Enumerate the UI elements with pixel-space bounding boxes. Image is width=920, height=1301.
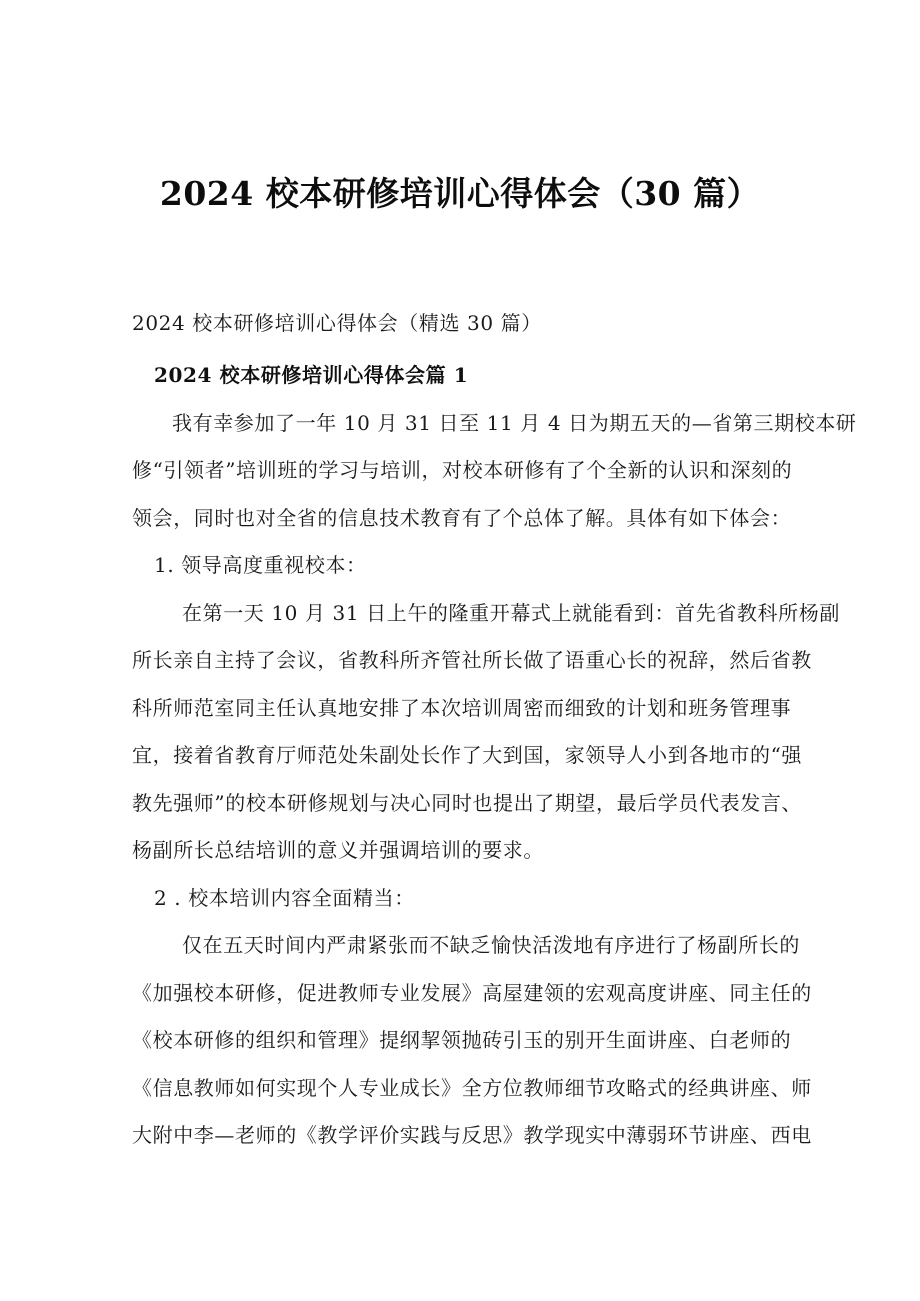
paragraph-intro	[132, 400, 857, 543]
section-heading-part-1: 2024 校本研修培训心得体会篇 1	[154, 362, 469, 387]
list-item-heading: 2 . 校本培训内容全面精当：	[154, 885, 415, 910]
document-subtitle: 2024 校本研修培训心得体会（精选 30 篇）	[132, 311, 542, 335]
paragraph-line: 我有幸参加了一年 10 月 31 日至 11 月 4 日为期五天的—省第三期校本研	[172, 410, 857, 435]
paragraph-line: 大附中李—老师的《教学评价实践与反思》教学现实中薄弱环节讲座、西电	[132, 1123, 812, 1147]
list-item-heading: 1. 领导高度重视校本：	[154, 553, 367, 577]
paragraph-line: 《加强校本研修，促进教师专业发展》高屋建领的宏观高度讲座、同主任的	[132, 980, 812, 1005]
paragraph-line: 所长亲自主持了会议，省教科所齐管社所长做了语重心长的祝辞，然后省教	[132, 648, 812, 672]
paragraph-line: 《信息教师如何实现个人专业成长》全方位教师细节攻略式的经典讲座、师	[132, 1075, 812, 1100]
paragraph-line: 《校本研修的组织和管理》提纲挈领抛砖引玉的别开生面讲座、白老师的	[132, 1028, 792, 1052]
paragraph-line: 教先强师”的校本研修规划与决心同时也提出了期望，最后学员代表发言、	[132, 790, 803, 815]
paragraph-line: 在第一天 10 月 31 日上午的隆重开幕式上就能看到：首先省教科所杨副	[182, 600, 840, 625]
paragraph-line: 科所师范室同主任认真地安排了本次培训周密而细致的计划和班务管理事	[132, 695, 792, 720]
paragraph-line: 宜，接着省教育厅师范处朱副处长作了大到国，家领导人小到各地市的“强	[132, 743, 803, 767]
page-title: 2024 校本研修培训心得体会（30 篇）	[159, 174, 761, 214]
list-item-2	[132, 875, 812, 1160]
paragraph-line: 修“引领者”培训班的学习与培训，对校本研修有了个全新的认识和深刻的	[132, 458, 793, 482]
paragraph-line: 杨副所长总结培训的意义并强调培训的要求。	[132, 838, 544, 862]
document-body	[132, 300, 857, 1160]
paragraph-line: 仅在五天时间内严肃紧张而不缺乏愉快活泼地有序进行了杨副所长的	[182, 933, 800, 957]
paragraph-line: 领会，同时也对全省的信息技术教育有了个总体了解。具体有如下体会：	[132, 505, 792, 530]
list-item-1	[132, 542, 840, 875]
